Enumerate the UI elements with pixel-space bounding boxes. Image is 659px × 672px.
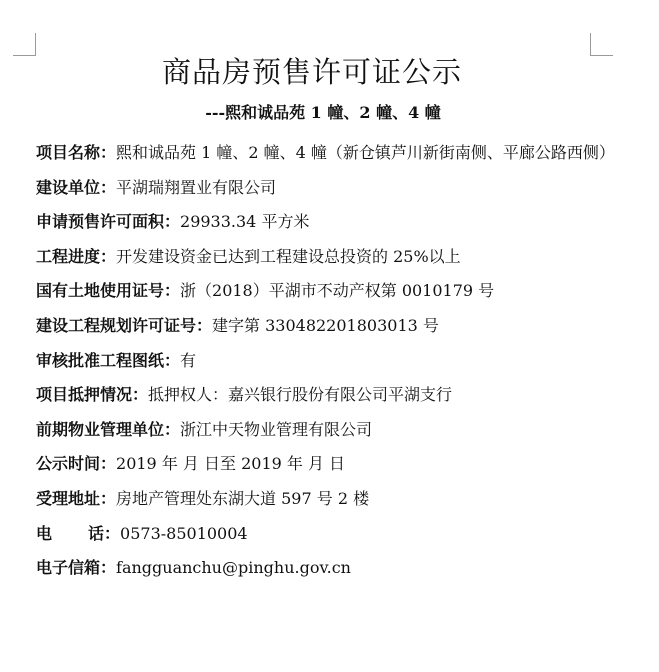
field-mortgage [36,378,626,413]
document-title: 商品房预售许可证公示 [161,55,462,89]
field-label: 受理地址： [36,488,117,508]
field-value: 熙和诚品苑 1 幢、2 幢、4 幢（新仓镇芦川新街南侧、平廊公路西侧） [116,143,615,162]
email-address: fangguanchu@pinghu.gov.cn [116,558,351,578]
field-value: 29933.34 平方米 [180,212,310,232]
field-label: 申请预售许可面积： [36,212,181,232]
field-label: 建设单位： [36,177,117,197]
field-value: 房地产管理处东湖大道 597 号 2 楼 [116,488,370,508]
field-land-certificate [36,274,626,309]
field-value: 开发建设资金已达到工程建设总投资的 25%以上 [116,246,461,266]
field-value: 浙江中天物业管理有限公司 [180,419,373,439]
document-body [36,136,626,586]
field-label: 项目名称： [36,143,117,162]
field-planning-permit [36,309,626,344]
phone-label-char: 话： [88,523,121,543]
field-label: 工程进度： [36,246,117,266]
field-approved-drawings [36,344,626,379]
field-progress [36,240,626,275]
field-label: 前期物业管理单位： [36,419,181,439]
field-label: 项目抵押情况： [36,385,149,405]
field-value: 抵押权人：嘉兴银行股份有限公司平湖支行 [148,385,453,405]
field-value: 建字第 330482201803013 号 [212,315,439,335]
field-label: 审核批准工程图纸： [36,350,181,370]
field-value: 浙（2018）平湖市不动产权第 0010179 号 [180,281,495,301]
field-value: 平湖瑞翔置业有限公司 [116,177,277,197]
field-property-management [36,413,626,448]
field-developer [36,171,626,206]
field-label: 公示时间： [36,454,117,474]
phone-label-char: 电 [36,523,53,543]
field-presale-area [36,205,626,240]
field-label: 建设工程规划许可证号： [36,315,213,335]
field-address [36,482,626,517]
field-project-name [36,136,626,171]
document-subtitle: ---熙和诚品苑 1 幢、2 幢、4 幢 [205,103,441,122]
field-phone [36,517,626,552]
phone-number: 0573-85010004 [120,523,248,543]
field-value: 2019 年 月 日至 2019 年 月 日 [116,454,346,474]
email-label: 电子信箱： [36,558,117,578]
field-value: 有 [180,350,197,370]
field-label: 国有土地使用证号： [36,281,181,301]
field-publicity-period [36,447,626,482]
field-email [36,551,626,586]
phone-label [36,524,120,543]
